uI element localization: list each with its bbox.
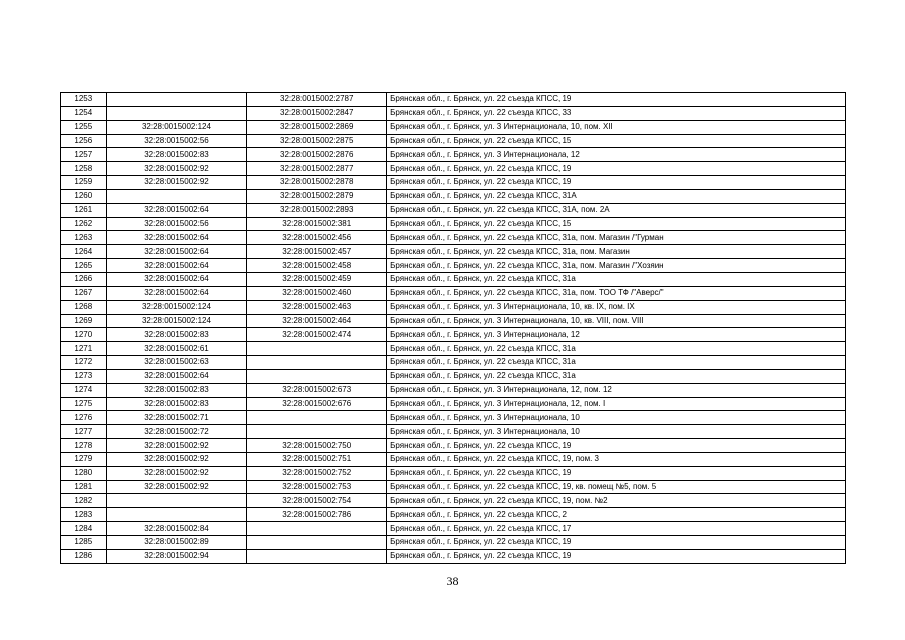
table-row <box>61 466 846 480</box>
cadastral-number-cell <box>247 549 387 563</box>
cadastral-number-cell <box>247 369 387 383</box>
cadastral-number-cell: 32:28:0015002:457 <box>247 245 387 259</box>
table-row <box>61 452 846 466</box>
table-row <box>61 93 846 107</box>
address-cell: Брянская обл., г. Брянск, ул. 3 Интернационала, 12, пом. I <box>387 397 846 411</box>
cadastral-number-cell: 32:28:0015002:2869 <box>247 120 387 134</box>
cadastral-number-cell <box>247 425 387 439</box>
parent-cadastral-number-cell <box>106 93 247 107</box>
address-cell: Брянская обл., г. Брянск, ул. 22 съезда КПСС, 31а, пом. Магазин /"Гурман <box>387 231 846 245</box>
parent-cadastral-number-cell: 32:28:0015002:124 <box>106 314 247 328</box>
row-number-cell: 1253 <box>61 93 107 107</box>
table-row <box>61 549 846 563</box>
row-number-cell: 1259 <box>61 176 107 190</box>
table-row <box>61 245 846 259</box>
cadastral-number-cell: 32:28:0015002:459 <box>247 272 387 286</box>
row-number-cell: 1276 <box>61 411 107 425</box>
table-row <box>61 342 846 356</box>
cadastral-number-cell: 32:28:0015002:753 <box>247 480 387 494</box>
table-row <box>61 300 846 314</box>
cadastral-number-cell: 32:28:0015002:474 <box>247 328 387 342</box>
table-row <box>61 176 846 190</box>
parent-cadastral-number-cell <box>106 189 247 203</box>
address-cell: Брянская обл., г. Брянск, ул. 22 съезда КПСС, 19, пом. 3 <box>387 452 846 466</box>
parent-cadastral-number-cell: 32:28:0015002:83 <box>106 328 247 342</box>
row-number-cell: 1255 <box>61 120 107 134</box>
cadastral-number-cell: 32:28:0015002:751 <box>247 452 387 466</box>
table-row <box>61 189 846 203</box>
cadastral-number-cell: 32:28:0015002:2878 <box>247 176 387 190</box>
row-number-cell: 1285 <box>61 536 107 550</box>
row-number-cell: 1281 <box>61 480 107 494</box>
table-row <box>61 369 846 383</box>
table-row <box>61 522 846 536</box>
cadastral-number-cell: 32:28:0015002:673 <box>247 383 387 397</box>
parent-cadastral-number-cell: 32:28:0015002:124 <box>106 300 247 314</box>
row-number-cell: 1269 <box>61 314 107 328</box>
cadastral-number-cell <box>247 411 387 425</box>
address-cell: Брянская обл., г. Брянск, ул. 3 Интернационала, 10, кв. VIII, пом. VIII <box>387 314 846 328</box>
table-row <box>61 272 846 286</box>
address-cell: Брянская обл., г. Брянск, ул. 22 съезда КПСС, 31а <box>387 356 846 370</box>
row-number-cell: 1272 <box>61 356 107 370</box>
row-number-cell: 1278 <box>61 439 107 453</box>
table-row <box>61 494 846 508</box>
address-cell: Брянская обл., г. Брянск, ул. 22 съезда КПСС, 15 <box>387 134 846 148</box>
row-number-cell: 1266 <box>61 272 107 286</box>
row-number-cell: 1267 <box>61 286 107 300</box>
parent-cadastral-number-cell: 32:28:0015002:83 <box>106 397 247 411</box>
parent-cadastral-number-cell: 32:28:0015002:89 <box>106 536 247 550</box>
registry-table <box>60 92 846 564</box>
cadastral-number-cell: 32:28:0015002:464 <box>247 314 387 328</box>
table-row <box>61 231 846 245</box>
cadastral-number-cell: 32:28:0015002:463 <box>247 300 387 314</box>
address-cell: Брянская обл., г. Брянск, ул. 22 съезда КПСС, 31а <box>387 369 846 383</box>
cadastral-number-cell: 32:28:0015002:786 <box>247 508 387 522</box>
table-row <box>61 286 846 300</box>
address-cell: Брянская обл., г. Брянск, ул. 3 Интернационала, 10 <box>387 411 846 425</box>
cadastral-number-cell: 32:28:0015002:458 <box>247 259 387 273</box>
parent-cadastral-number-cell: 32:28:0015002:72 <box>106 425 247 439</box>
address-cell: Брянская обл., г. Брянск, ул. 22 съезда КПСС, 17 <box>387 522 846 536</box>
address-cell: Брянская обл., г. Брянск, ул. 22 съезда КПСС, 19 <box>387 466 846 480</box>
table-row <box>61 480 846 494</box>
parent-cadastral-number-cell: 32:28:0015002:92 <box>106 162 247 176</box>
cadastral-number-cell: 32:28:0015002:2787 <box>247 93 387 107</box>
cadastral-number-cell <box>247 356 387 370</box>
table-row <box>61 120 846 134</box>
row-number-cell: 1265 <box>61 259 107 273</box>
parent-cadastral-number-cell: 32:28:0015002:63 <box>106 356 247 370</box>
table-row <box>61 148 846 162</box>
address-cell: Брянская обл., г. Брянск, ул. 22 съезда КПСС, 19 <box>387 536 846 550</box>
parent-cadastral-number-cell: 32:28:0015002:64 <box>106 286 247 300</box>
cadastral-number-cell: 32:28:0015002:754 <box>247 494 387 508</box>
row-number-cell: 1260 <box>61 189 107 203</box>
row-number-cell: 1258 <box>61 162 107 176</box>
address-cell: Брянская обл., г. Брянск, ул. 22 съезда КПСС, 19 <box>387 176 846 190</box>
parent-cadastral-number-cell: 32:28:0015002:92 <box>106 466 247 480</box>
address-cell: Брянская обл., г. Брянск, ул. 22 съезда КПСС, 19 <box>387 549 846 563</box>
row-number-cell: 1262 <box>61 217 107 231</box>
table-row <box>61 356 846 370</box>
cadastral-number-cell: 32:28:0015002:2877 <box>247 162 387 176</box>
cadastral-number-cell: 32:28:0015002:750 <box>247 439 387 453</box>
address-cell: Брянская обл., г. Брянск, ул. 22 съезда КПСС, 19, пом. №2 <box>387 494 846 508</box>
cadastral-number-cell: 32:28:0015002:460 <box>247 286 387 300</box>
parent-cadastral-number-cell <box>106 508 247 522</box>
cadastral-number-cell: 32:28:0015002:2875 <box>247 134 387 148</box>
address-cell: Брянская обл., г. Брянск, ул. 22 съезда КПСС, 31а, пом. Магазин /"Хозяин <box>387 259 846 273</box>
cadastral-number-cell <box>247 522 387 536</box>
address-cell: Брянская обл., г. Брянск, ул. 3 Интернационала, 12 <box>387 328 846 342</box>
row-number-cell: 1270 <box>61 328 107 342</box>
parent-cadastral-number-cell: 32:28:0015002:56 <box>106 217 247 231</box>
address-cell: Брянская обл., г. Брянск, ул. 22 съезда КПСС, 2 <box>387 508 846 522</box>
address-cell: Брянская обл., г. Брянск, ул. 3 Интернационала, 10, пом. XII <box>387 120 846 134</box>
table-row <box>61 217 846 231</box>
page-number: 38 <box>446 574 459 588</box>
row-number-cell: 1283 <box>61 508 107 522</box>
parent-cadastral-number-cell: 32:28:0015002:56 <box>106 134 247 148</box>
cadastral-number-cell <box>247 342 387 356</box>
address-cell: Брянская обл., г. Брянск, ул. 22 съезда КПСС, 19 <box>387 162 846 176</box>
table-row <box>61 508 846 522</box>
row-number-cell: 1261 <box>61 203 107 217</box>
address-cell: Брянская обл., г. Брянск, ул. 3 Интернационала, 10 <box>387 425 846 439</box>
table-row <box>61 383 846 397</box>
table-row <box>61 328 846 342</box>
address-cell: Брянская обл., г. Брянск, ул. 22 съезда КПСС, 31а <box>387 272 846 286</box>
parent-cadastral-number-cell: 32:28:0015002:92 <box>106 480 247 494</box>
table-row <box>61 134 846 148</box>
row-number-cell: 1282 <box>61 494 107 508</box>
parent-cadastral-number-cell: 32:28:0015002:94 <box>106 549 247 563</box>
address-cell: Брянская обл., г. Брянск, ул. 22 съезда КПСС, 31А <box>387 189 846 203</box>
address-cell: Брянская обл., г. Брянск, ул. 22 съезда КПСС, 15 <box>387 217 846 231</box>
cadastral-number-cell: 32:28:0015002:2879 <box>247 189 387 203</box>
parent-cadastral-number-cell: 32:28:0015002:64 <box>106 245 247 259</box>
row-number-cell: 1256 <box>61 134 107 148</box>
row-number-cell: 1286 <box>61 549 107 563</box>
address-cell: Брянская обл., г. Брянск, ул. 3 Интернационала, 12, пом. 12 <box>387 383 846 397</box>
cadastral-number-cell: 32:28:0015002:2876 <box>247 148 387 162</box>
parent-cadastral-number-cell: 32:28:0015002:92 <box>106 439 247 453</box>
row-number-cell: 1275 <box>61 397 107 411</box>
row-number-cell: 1264 <box>61 245 107 259</box>
parent-cadastral-number-cell: 32:28:0015002:83 <box>106 383 247 397</box>
row-number-cell: 1279 <box>61 452 107 466</box>
parent-cadastral-number-cell <box>106 494 247 508</box>
row-number-cell: 1254 <box>61 106 107 120</box>
table-row <box>61 106 846 120</box>
address-cell: Брянская обл., г. Брянск, ул. 22 съезда КПСС, 19 <box>387 439 846 453</box>
table-row <box>61 439 846 453</box>
row-number-cell: 1268 <box>61 300 107 314</box>
row-number-cell: 1280 <box>61 466 107 480</box>
cadastral-number-cell: 32:28:0015002:752 <box>247 466 387 480</box>
table-row <box>61 536 846 550</box>
parent-cadastral-number-cell: 32:28:0015002:64 <box>106 259 247 273</box>
table-row <box>61 425 846 439</box>
registry-table-body <box>61 93 846 564</box>
cadastral-number-cell: 32:28:0015002:2847 <box>247 106 387 120</box>
cadastral-number-cell <box>247 536 387 550</box>
row-number-cell: 1284 <box>61 522 107 536</box>
table-row <box>61 397 846 411</box>
table-row <box>61 411 846 425</box>
parent-cadastral-number-cell <box>106 106 247 120</box>
row-number-cell: 1271 <box>61 342 107 356</box>
parent-cadastral-number-cell: 32:28:0015002:71 <box>106 411 247 425</box>
parent-cadastral-number-cell: 32:28:0015002:64 <box>106 203 247 217</box>
parent-cadastral-number-cell: 32:28:0015002:83 <box>106 148 247 162</box>
parent-cadastral-number-cell: 32:28:0015002:92 <box>106 452 247 466</box>
address-cell: Брянская обл., г. Брянск, ул. 22 съезда КПСС, 31а <box>387 342 846 356</box>
row-number-cell: 1274 <box>61 383 107 397</box>
cadastral-number-cell: 32:28:0015002:2893 <box>247 203 387 217</box>
table-row <box>61 162 846 176</box>
table-row <box>61 314 846 328</box>
address-cell: Брянская обл., г. Брянск, ул. 22 съезда КПСС, 19, кв. помещ №5, пом. 5 <box>387 480 846 494</box>
cadastral-number-cell: 32:28:0015002:676 <box>247 397 387 411</box>
address-cell: Брянская обл., г. Брянск, ул. 22 съезда КПСС, 31а, пом. ТОО ТФ /"Аверс/" <box>387 286 846 300</box>
parent-cadastral-number-cell: 32:28:0015002:64 <box>106 272 247 286</box>
address-cell: Брянская обл., г. Брянск, ул. 22 съезда КПСС, 31А, пом. 2А <box>387 203 846 217</box>
row-number-cell: 1263 <box>61 231 107 245</box>
address-cell: Брянская обл., г. Брянск, ул. 22 съезда КПСС, 33 <box>387 106 846 120</box>
cadastral-number-cell: 32:28:0015002:381 <box>247 217 387 231</box>
cadastral-number-cell: 32:28:0015002:456 <box>247 231 387 245</box>
table-row <box>61 259 846 273</box>
parent-cadastral-number-cell: 32:28:0015002:84 <box>106 522 247 536</box>
parent-cadastral-number-cell: 32:28:0015002:64 <box>106 231 247 245</box>
parent-cadastral-number-cell: 32:28:0015002:124 <box>106 120 247 134</box>
row-number-cell: 1273 <box>61 369 107 383</box>
parent-cadastral-number-cell: 32:28:0015002:64 <box>106 369 247 383</box>
row-number-cell: 1257 <box>61 148 107 162</box>
address-cell: Брянская обл., г. Брянск, ул. 22 съезда КПСС, 19 <box>387 93 846 107</box>
address-cell: Брянская обл., г. Брянск, ул. 22 съезда КПСС, 31а, пом. Магазин <box>387 245 846 259</box>
parent-cadastral-number-cell: 32:28:0015002:61 <box>106 342 247 356</box>
address-cell: Брянская обл., г. Брянск, ул. 3 Интернационала, 10, кв. IX, пом. IX <box>387 300 846 314</box>
row-number-cell: 1277 <box>61 425 107 439</box>
table-row <box>61 203 846 217</box>
address-cell: Брянская обл., г. Брянск, ул. 3 Интернационала, 12 <box>387 148 846 162</box>
parent-cadastral-number-cell: 32:28:0015002:92 <box>106 176 247 190</box>
